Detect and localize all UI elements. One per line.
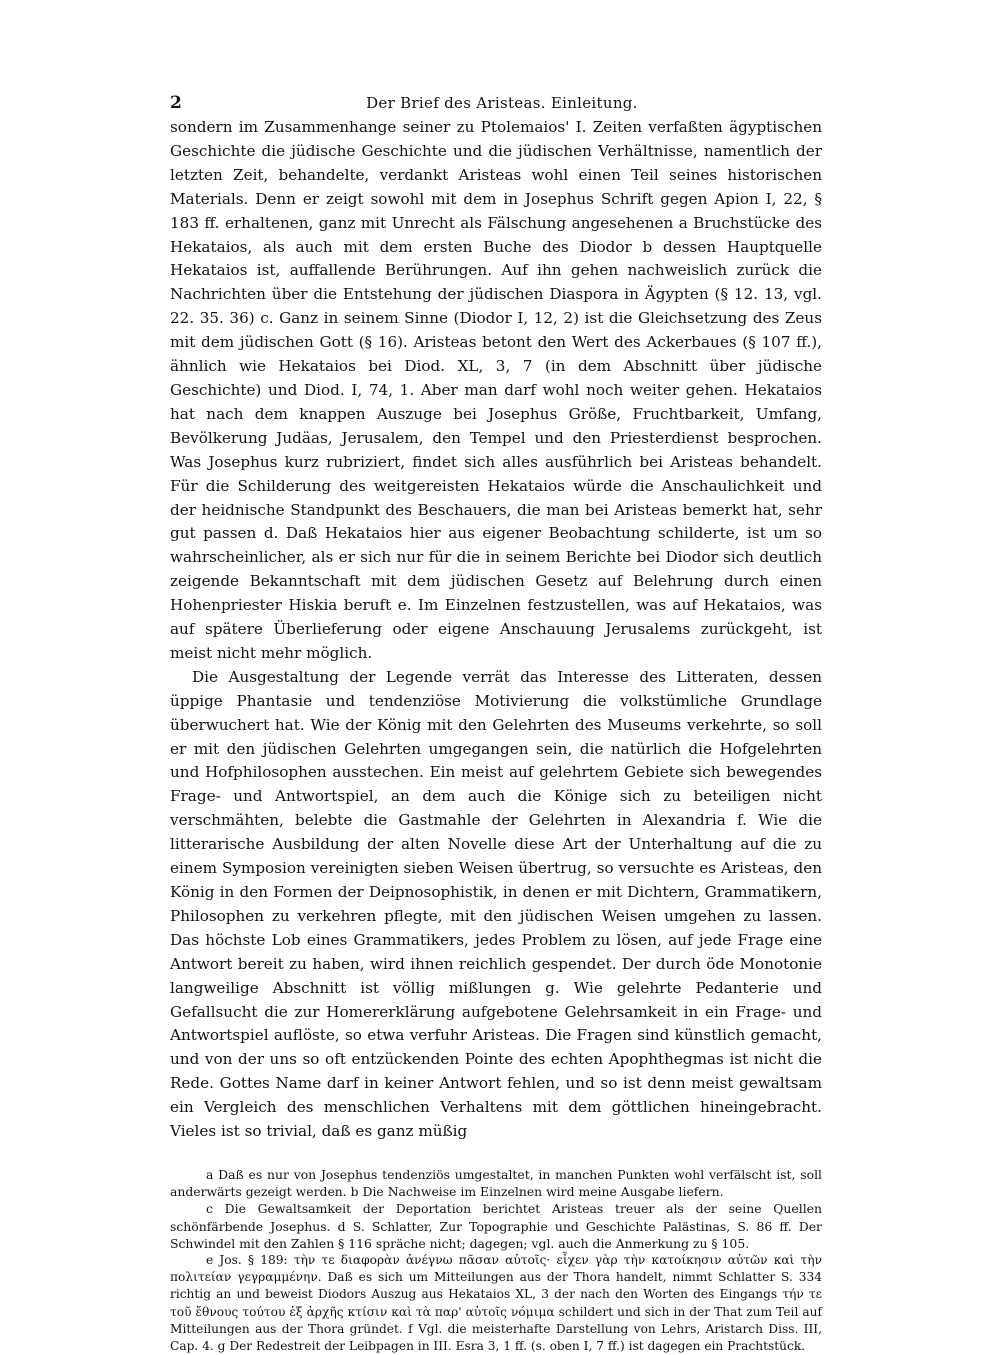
running-title: Der Brief des Aristeas. Einleitung. <box>366 94 638 112</box>
running-head <box>170 94 822 112</box>
page-number: 2 <box>170 93 182 113</box>
footnote: e Jos. § 189: τὴν τε διαφορὰν ἀνέγνω πᾶσαν αὐτοῖς· εἶχεν γὰρ τὴν κατοίκησιν αὐτῶν καὶ τὴν πολιτείαν γεγραμμένην. Daß es sich um Mitteilungen aus der Thora handelt, nimmt Schlatter S. 334 richtig an und beweist Diodors Auszug aus Hekataios XL, 3 der nach den Worten des Eingangs τήν τε τοῦ ἔθνους τούτου ἐξ ἀρχῆς κτίσιν καὶ τὰ παρ' αὐτοῖς νόμιμα schildert und sich in der That zum Teil auf Mitteilungen aus der Thora gründet. f Vgl. die meisterhafte Darstellung von Lehrs, Aristarch Diss. III, Cap. 4. g Der Redestreit der Leibpagen in III. Esra 3, 1 ff. (s. oben I, 7 ff.) ist dagegen ein Prachtstück. <box>170 1252 822 1353</box>
main-text <box>170 116 822 1144</box>
paragraph: Die Ausgestaltung der Legende verrät das Interesse des Litteraten, dessen üppige Phantasie und tendenziöse Motivierung die volkstümliche Grundlage überwuchert hat. Wie der König mit den Gelehrten des Museums verkehrte, so soll er mit den jüdischen Gelehrten umgegangen sein, die natürlich die Hofgelehrten und Hofphilosophen ausstechen. Ein meist auf gelehrtem Gebiete sich bewegendes Frage- und Antwortspiel, an dem auch die Könige sich zu beteiligen nicht verschmähten, belebte die Gastmahle der Gelehrten in Alexandria f. Wie die litterarische Ausbildung der alten Novelle diese Art der Unterhaltung auf die zu einem Symposion vereinigten sieben Weisen übertrug, so versuchte es Aristeas, den König in den Formen der Deipnosophistik, in denen er mit Dichtern, Grammatikern, Philosophen zu verkehren pflegte, mit den jüdischen Weisen umgehen zu lassen. Das höchste Lob eines Grammatikers, jedes Problem zu lösen, auf jede Frage eine Antwort bereit zu haben, wird ihnen reichlich gespendet. Der durch öde Monotonie langweilige Abschnitt ist völlig mißlungen g. Wie gelehrte Pedanterie und Gefallsucht die zur Homererklärung aufgebotene Gelehrsamkeit in ein Frage- und Antwortspiel auflöste, so etwa verfuhr Aristeas. Die Fragen sind künstlich gemacht, und von der uns so oft entzückenden Pointe des echten Apophthegmas ist nicht die Rede. Gottes Name darf in keiner Antwort fehlen, und so ist denn meist gewaltsam ein Vergleich des menschlichen Verhaltens mit dem göttlichen hineingebracht. Vieles ist so trivial, daß es ganz müßig <box>170 667 822 1141</box>
paragraph: sondern im Zusammenhange seiner zu Ptolemaios' I. Zeiten verfaßten ägyptischen Geschichte die jüdische Geschichte und die jüdischen Verhältnisse, namentlich der letzten Zeit, behandelte, verdankt Aristeas wohl einen Teil seines historischen Materials. Denn er zeigt sowohl mit dem in Josephus Schrift gegen Apion I, 22, § 183 ff. erhaltenen, ganz mit Unrecht als Fälschung angesehenen a Bruchstücke des Hekataios, als auch mit dem ersten Buche des Diodor b dessen Hauptquelle Hekataios ist, auffallende Berührungen. Auf ihn gehen nachweislich zurück die Nachrichten über die Entstehung der jüdischen Diaspora in Ägypten (§ 12. 13, vgl. 22. 35. 36) c. Ganz in seinem Sinne (Diodor I, 12, 2) ist die Gleichsetzung des Zeus mit dem jüdischen Gott (§ 16). Aristeas betont den Wert des Ackerbaues (§ 107 ff.), ähnlich wie Hekataios bei Diod. XL, 3, 7 (in dem Abschnitt über jüdische Geschichte) und Diod. I, 74, 1. Aber man darf wohl noch weiter gehen. Hekataios hat nach dem knappen Auszuge bei Josephus Größe, Fruchtbarkeit, Umfang, Bevölkerung Judäas, Jerusalem, den Tempel und den Priesterdienst besprochen. Was Josephus kurz rubriziert, findet sich alles ausführlich bei Aristeas behandelt. Für die Schilderung des weitgereisten Hekataios würde die Anschaulichkeit und der heidnische Standpunkt des Beschauers, die man bei Aristeas bemerkt hat, sehr gut passen d. Daß Hekataios hier aus eigener Beobachtung schilderte, ist um so wahrscheinlicher, als er sich nur für die in seinem Berichte bei Diodor sich deutlich zeigende Bekanntschaft mit dem jüdischen Gesetz auf Belehrung durch einen Hohenpriester Hiskia beruft e. Im Einzelnen festzustellen, was auf Hekataios, was auf spätere Überlieferung oder eigene Anschauung Jerusalems zurückgeht, ist meist nicht mehr möglich. <box>170 118 822 662</box>
footnote-separator <box>170 1144 822 1166</box>
footnotes <box>170 1166 822 1355</box>
footnote: c Die Gewaltsamkeit der Deportation berichtet Aristeas treuer als der seine Quellen schönfärbende Josephus. d S. Schlatter, Zur Topographie und Geschichte Palästinas, S. 86 ff. Der Schwindel mit den Zahlen § 116 spräche nicht; dagegen; vgl. auch die Anmerkung zu § 105. <box>170 1201 822 1251</box>
book-page <box>170 94 822 1355</box>
footnote: a Daß es nur von Josephus tendenziös umgestaltet, in manchen Punkten wohl verfälscht ist, soll anderwärts gezeigt werden. b Die Nachweise im Einzelnen wird meine Ausgabe liefern. <box>170 1166 822 1200</box>
